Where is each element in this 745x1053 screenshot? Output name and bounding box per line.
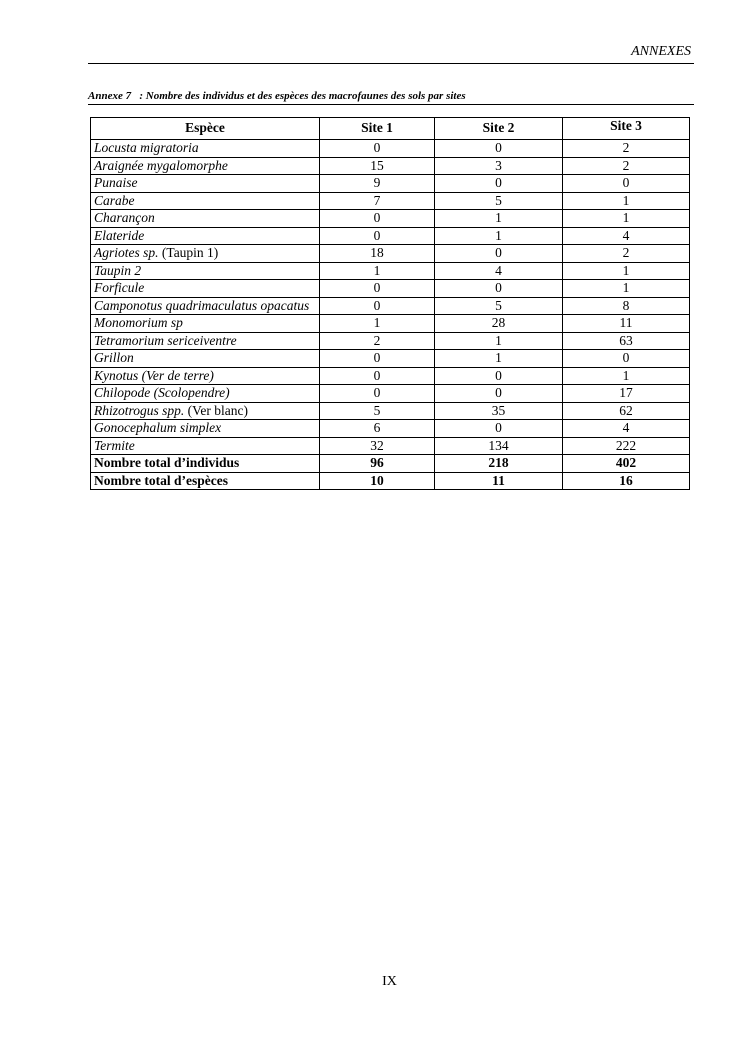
page-number: IX — [382, 974, 397, 989]
column-header-site-3: Site 3 — [563, 118, 690, 140]
running-header: ANNEXES — [631, 44, 691, 59]
count-site-2: 134 — [435, 437, 563, 455]
species-name-cell — [91, 192, 320, 210]
species-name-cell — [91, 332, 320, 350]
count-site-2: 4 — [435, 262, 563, 280]
table-row — [91, 140, 690, 158]
table-header-row — [91, 118, 690, 140]
count-site-3: 0 — [563, 175, 690, 193]
species-name: Locusta migratoria — [94, 140, 199, 155]
species-name-cell — [91, 437, 320, 455]
caption-rule — [88, 104, 694, 105]
total-site-2: 11 — [435, 472, 563, 490]
species-name: Camponotus quadrimaculatus opacatus — [94, 297, 310, 313]
table-row — [91, 262, 690, 280]
total-site-1: 96 — [320, 455, 435, 473]
total-row — [91, 455, 690, 473]
count-site-3: 2 — [563, 245, 690, 263]
table-row — [91, 192, 690, 210]
count-site-1: 1 — [320, 262, 435, 280]
table-row — [91, 245, 690, 263]
column-header-site-2: Site 2 — [435, 118, 563, 140]
count-site-1: 2 — [320, 332, 435, 350]
species-name-cell — [91, 140, 320, 158]
count-site-3: 2 — [563, 157, 690, 175]
species-common-name: (Taupin 1) — [158, 245, 219, 260]
species-name: Elateride — [94, 227, 145, 243]
count-site-2: 0 — [435, 280, 563, 298]
count-site-2: 0 — [435, 420, 563, 438]
table-row — [91, 402, 690, 420]
table-caption: Annexe 7 : Nombre des individus et des espèces des macrofaunes des sols par sites — [88, 90, 466, 102]
count-site-3: 1 — [563, 280, 690, 298]
total-site-3: 402 — [563, 455, 690, 473]
count-site-1: 9 — [320, 175, 435, 193]
total-label: Nombre total d’espèces — [91, 472, 320, 490]
species-name-cell — [91, 157, 320, 175]
species-name-cell — [91, 350, 320, 368]
total-label: Nombre total d’individus — [91, 455, 320, 473]
count-site-2: 5 — [435, 297, 563, 315]
count-site-1: 18 — [320, 245, 435, 263]
species-name: Grillon — [94, 350, 134, 365]
total-site-1: 10 — [320, 472, 435, 490]
count-site-1: 0 — [320, 297, 435, 315]
count-site-1: 0 — [320, 385, 435, 403]
species-name: Tetramorium sericeiventre — [94, 332, 237, 348]
species-name-cell — [91, 315, 320, 333]
total-site-2: 218 — [435, 455, 563, 473]
count-site-2: 1 — [435, 332, 563, 350]
species-name: Carabe — [94, 192, 135, 208]
count-site-2: 28 — [435, 315, 563, 333]
count-site-3: 1 — [563, 262, 690, 280]
species-name: Forficule — [94, 280, 145, 295]
count-site-3: 222 — [563, 437, 690, 455]
table-row — [91, 332, 690, 350]
count-site-3: 17 — [563, 385, 690, 403]
table-row — [91, 297, 690, 315]
count-site-1: 0 — [320, 350, 435, 368]
species-name: Monomorium sp — [94, 315, 183, 330]
table-row — [91, 157, 690, 175]
species-name-cell — [91, 262, 320, 280]
count-site-3: 1 — [563, 192, 690, 210]
count-site-1: 0 — [320, 227, 435, 245]
count-site-3: 11 — [563, 315, 690, 333]
count-site-3: 8 — [563, 297, 690, 315]
species-name: Rhizotrogus spp. — [94, 402, 185, 418]
species-name: Charançon — [94, 210, 155, 225]
column-header-species: Espèce — [91, 118, 320, 140]
species-common-name: (Ver blanc) — [184, 402, 248, 418]
count-site-3: 63 — [563, 332, 690, 350]
species-name-cell — [91, 210, 320, 228]
table-row — [91, 280, 690, 298]
species-name: Agriotes sp. — [94, 245, 159, 260]
count-site-2: 35 — [435, 402, 563, 420]
species-table — [90, 117, 690, 490]
species-name-cell — [91, 297, 320, 315]
count-site-2: 0 — [435, 175, 563, 193]
count-site-3: 2 — [563, 140, 690, 158]
count-site-1: 0 — [320, 280, 435, 298]
count-site-3: 4 — [563, 420, 690, 438]
species-name-cell — [91, 385, 320, 403]
species-name: Kynotus (Ver de terre) — [94, 367, 214, 383]
species-name: Araignée mygalomorphe — [94, 157, 228, 173]
count-site-2: 0 — [435, 245, 563, 263]
species-name-cell — [91, 402, 320, 420]
count-site-3: 62 — [563, 402, 690, 420]
species-name-cell — [91, 227, 320, 245]
table-body — [91, 140, 690, 490]
count-site-2: 1 — [435, 350, 563, 368]
species-name: Gonocephalum simplex — [94, 420, 222, 435]
species-name: Taupin 2 — [94, 262, 142, 278]
species-name: Punaise — [94, 175, 138, 190]
count-site-1: 1 — [320, 315, 435, 333]
count-site-1: 15 — [320, 157, 435, 175]
count-site-1: 7 — [320, 192, 435, 210]
count-site-1: 6 — [320, 420, 435, 438]
species-name-cell — [91, 367, 320, 385]
count-site-2: 0 — [435, 367, 563, 385]
species-name-cell — [91, 245, 320, 263]
table-row — [91, 175, 690, 193]
table-row — [91, 315, 690, 333]
count-site-2: 3 — [435, 157, 563, 175]
count-site-1: 0 — [320, 210, 435, 228]
table-row — [91, 420, 690, 438]
table-row — [91, 227, 690, 245]
count-site-1: 5 — [320, 402, 435, 420]
count-site-2: 5 — [435, 192, 563, 210]
count-site-3: 4 — [563, 227, 690, 245]
table-row — [91, 350, 690, 368]
species-name-cell — [91, 175, 320, 193]
total-row — [91, 472, 690, 490]
count-site-3: 1 — [563, 367, 690, 385]
table-row — [91, 210, 690, 228]
table-row — [91, 367, 690, 385]
table-row — [91, 437, 690, 455]
species-name-cell — [91, 280, 320, 298]
count-site-3: 0 — [563, 350, 690, 368]
header-rule — [88, 63, 694, 64]
species-name: Termite — [94, 437, 135, 453]
count-site-3: 1 — [563, 210, 690, 228]
count-site-1: 0 — [320, 367, 435, 385]
count-site-2: 0 — [435, 385, 563, 403]
count-site-2: 0 — [435, 140, 563, 158]
species-name: Chilopode (Scolopendre) — [94, 385, 230, 400]
table-row — [91, 385, 690, 403]
count-site-1: 32 — [320, 437, 435, 455]
species-name-cell — [91, 420, 320, 438]
count-site-2: 1 — [435, 210, 563, 228]
count-site-1: 0 — [320, 140, 435, 158]
column-header-site-1: Site 1 — [320, 118, 435, 140]
total-site-3: 16 — [563, 472, 690, 490]
count-site-2: 1 — [435, 227, 563, 245]
